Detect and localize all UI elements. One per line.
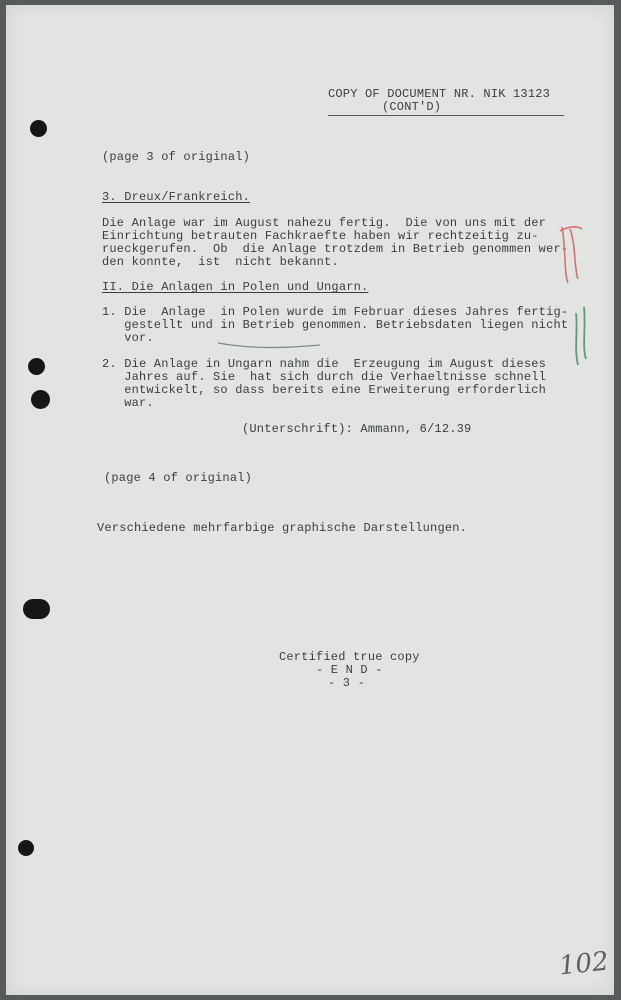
item2-line-2: Jahres auf. Sie hat sich durch die Verhaeltnisse schnell [102, 370, 547, 384]
item2-line-3: entwickelt, so dass bereits eine Erweiterung erforderlich [102, 383, 547, 397]
end-marker: - E N D - [316, 663, 383, 677]
green-check-mark [568, 301, 598, 371]
page4-content: Verschiedene mehrfarbige graphische Darstellungen. [97, 521, 468, 535]
handwritten-page-number: 102 [557, 946, 611, 982]
section3-line-2: Einrichtung betrauten Fachkraefte haben wir rechtzeitig zu- [102, 229, 539, 243]
punch-hole-3 [31, 390, 50, 409]
red-check-mark [556, 219, 586, 289]
item1-line-2: gestellt und in Betrieb genommen. Betriebsdaten liegen nicht [102, 318, 569, 332]
header-underline [328, 115, 564, 116]
section3-heading: 3. Dreux/Frankreich. [102, 190, 251, 204]
punch-hole-5 [18, 840, 34, 856]
page4-label: (page 4 of original) [104, 471, 253, 485]
item2-line-4: war. [102, 396, 154, 410]
section2-heading: II. Die Anlagen in Polen und Ungarn. [102, 280, 369, 294]
pencil-underline-mark [216, 339, 326, 355]
document-reference: COPY OF DOCUMENT NR. NIK 13123 [328, 87, 551, 101]
punch-hole-4 [23, 599, 50, 619]
signature-line: (Unterschrift): Ammann, 6/12.39 [242, 422, 472, 436]
item2-line-1: 2. Die Anlage in Ungarn nahm die Erzeugung im August dieses [102, 357, 547, 371]
punch-hole-1 [30, 120, 47, 137]
section3-line-1: Die Anlage war im August nahezu fertig. Die von uns mit der [102, 216, 547, 230]
certification-text: Certified true copy [279, 650, 420, 664]
item1-line-1: 1. Die Anlage in Polen wurde im Februar dieses Jahres fertig- [102, 305, 569, 319]
item1-line-3: vor. [102, 331, 154, 345]
section3-line-3: rueckgerufen. Ob die Anlage trotzdem in Betrieb genommen wer- [102, 242, 569, 256]
punch-hole-2 [28, 358, 45, 375]
document-reference-continued: (CONT'D) [382, 100, 442, 114]
document-page [6, 5, 614, 995]
section3-line-4: den konnte, ist nicht bekannt. [102, 255, 339, 269]
page3-label: (page 3 of original) [102, 150, 251, 164]
page-number: - 3 - [328, 676, 366, 690]
